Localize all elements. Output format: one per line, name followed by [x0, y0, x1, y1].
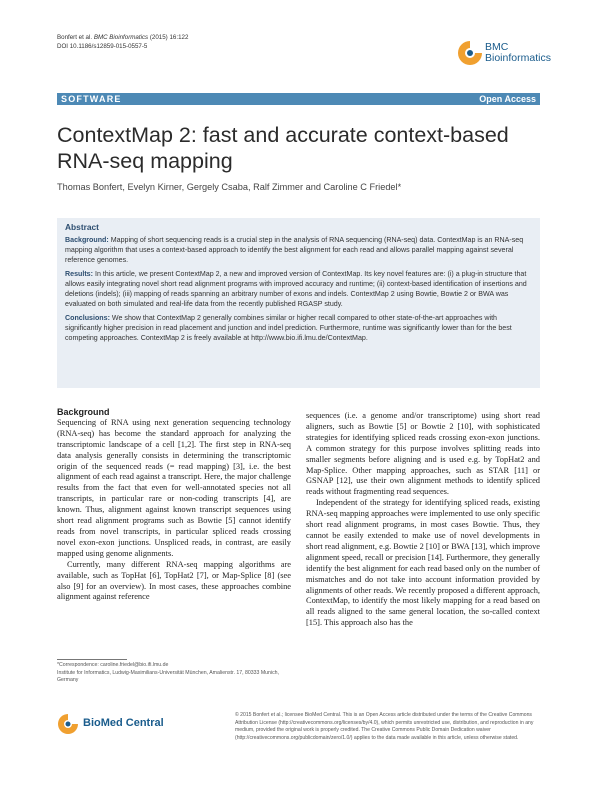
citation-journal: BMC Bioinformatics [93, 34, 149, 41]
open-access-label: Open Access [479, 94, 536, 104]
abstract-background: Background: Mapping of short sequencing reads is a crucial step in the analysis of RNA sequencing (RNA-seq) data. ContextMap is an RNA-seq mapping algorithm that uses a context-based approach to identify the best alignment for each read and allows parallel mapping against several reference genomes. [65, 236, 524, 264]
doi: DOI 10.1186/s12859-015-0557-5 [57, 43, 148, 50]
publisher-name: BioMed Central [83, 717, 164, 729]
affiliation: Institute for Informatics, Ludwig-Maximilians-Universität München, Amalienstr. 17, 80333 Munich, Germany [57, 669, 280, 684]
bmc-logo-icon [455, 38, 485, 68]
citation-line [57, 34, 188, 41]
publisher-logo [57, 712, 197, 736]
paragraph: Independent of the strategy for identifying spliced reads, existing RNA-seq mapping approaches were implemented to use only specific short read alignment programs, in most cases Bowtie. Thus, they cannot be easily extended to make use of novel developments in short read alignment, e.g. Bowtie 2 [10] or BWA [13], which improve alignment speed, recall or precision [14]. Furthermore, they generally identify the best alignment for each read based only on the number of mismatches and do not take into account information provided by alignments of other reads. We recently proposed a different approach, ContextMap, to identify the most likely mapping for a read based on all reads aligned to the same general location, the so-called context [15]. This approach also has the [306, 498, 540, 628]
article-title: ContextMap 2: fast and accurate context-based RNA-seq mapping [57, 123, 509, 173]
section-heading-background: Background [57, 407, 110, 417]
paragraph: Sequencing of RNA using next generation sequencing technology (RNA-seq) has become the standard approach for analyzing the transcriptomic landscape of a cell [1,2]. The first step in RNA-seq data analysis generally consists in determining the transcriptomic origin of the sequenced reads (= read mapping) [3], i.e. the best alignment of each read against a transcript. Here, the major challenge results from the fact that even for well-annotated species not all transcripts, in particular rare or non-coding transcripts [4], are known. Thus, alignment against known transcript sequences using short read alignment programs such as Bowtie [5] cannot identify reads from novel transcripts, in particular spliced reads crossing novel exon-exon junctions. Unspliced reads, in contrast, are easily mapped using genome alignments. [57, 417, 291, 558]
citation-authors: Bonfert et al. [57, 34, 94, 41]
abstract-heading: Abstract [65, 222, 99, 232]
body-right-column [306, 411, 540, 629]
body-left-column [57, 407, 291, 603]
license-text: © 2015 Bonfert et al.; licensee BioMed Central. This is an Open Access article distributed under the terms of the Creative Commons Attribution License (http://creativecommons.org/licenses/by/4.0), which permits unrestricted use, distribution, and reproduction in any medium, provided the original work is properly credited. The Creative Commons Public Domain Dedication waiver (http://creativecommons.org/publicdomain/zero/1.0/) applies to the data made available in this article, unless otherwise stated. [235, 712, 534, 742]
abstract-conclusions: Conclusions: We show that ContextMap 2 generally combines similar or higher recall compared to other state-of-the-art approaches with significantly higher precision in read placement and junction and indel prediction. Furthermore, runtime was significantly lower than for the best competing approaches. ContextMap 2 is freely available at http://www.bio.ifi.lmu.de/ContextMap. [65, 314, 512, 342]
article-type: SOFTWARE [61, 94, 122, 104]
journal-logo [455, 34, 551, 80]
paragraph: sequences (i.e. a genome and/or transcriptome) using short read aligners, such as Bowtie [5] or Bowtie 2 [10], with sophisticated strategies for identifying spliced reads crossing exon-exon junctions. A common strategy for this purpose involves splitting reads into smaller segments before aligning and is used e.g. by TopHat2 and Map-Splice. Other mapping approaches, such as STAR [11] or GSNAP [12], use their own alignment methods to identify spliced reads without fragmenting read sequences. [306, 411, 540, 497]
biomed-central-icon [57, 713, 79, 735]
journal-logo-text: BMC Bioinformatics [485, 41, 551, 64]
paragraph: Currently, many different RNA-seq mapping algorithms are available, such as TopHat [6], TopHat2 [7], or Map-Splice [8] (see also [9] for an overview). In most cases, these approaches combine alignment against reference [57, 559, 291, 602]
article-type-banner [57, 93, 540, 105]
footnote-divider [57, 659, 127, 660]
abstract-box [57, 218, 540, 388]
abstract-results: Results: In this article, we present ContextMap 2, a new and improved version of ContextMap. Its key novel features are: (i) a plug-in structure that allows easily integrating novel short read alignment programs with improved accuracy and runtime; (ii) context-based identification of insertions and deletions (indels); (iii) mapping of reads spanning an arbitrary number of exons and indels. ContextMap 2 using Bowtie, Bowtie 2 or BWA was evaluated on both simulated and real-life data from the recently published RGASP study. [65, 270, 527, 308]
author-list: Thomas Bonfert, Evelyn Kirner, Gergely Csaba, Ralf Zimmer and Caroline C Friedel* [57, 182, 402, 192]
correspondence-email: *Correspondence: caroline.friedel@bio.ifi.lmu.de [57, 662, 169, 668]
citation-volume: (2015) 16:122 [148, 34, 189, 41]
correspondence-footnote [57, 662, 287, 685]
